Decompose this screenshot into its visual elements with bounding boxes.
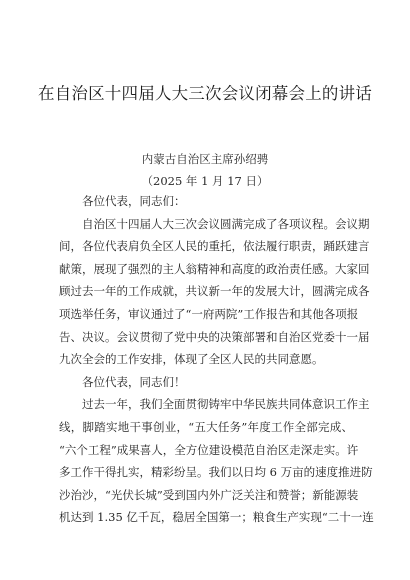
document-body [59,190,374,529]
paragraph-line: 多工作干得扎实，精彩纷呈。我们以日均 6 万亩的速度推进防 [59,465,373,480]
document-title: 在自治区十四届人大三次会议闭幕会上的讲话 [38,84,372,103]
paragraph-line: “六个工程”成果喜人，全方位建设模范自治区走深走实。许 [59,442,359,457]
document-date: （2025 年 1 月 17 日） [141,174,269,188]
paragraph-line: 线，脚踏实地干事创业，“五大任务”年度工作全部完成、 [59,419,353,434]
document-author: 内蒙古自治区主席孙绍骋 [141,152,269,166]
paragraph-line: 项选举任务，审议通过了“一府两院”工作报告和其他各项报 [59,306,359,321]
paragraph-line: 告、决议。会议贯彻了党中央的决策部署和自治区党委十一届 [59,329,370,344]
paragraph-line: 九次全会的工作安排，体现了全区人民的共同意愿。 [59,352,324,367]
paragraph-line: 过去一年，我们全面贯彻铸牢中华民族共同体意识工作主 [82,397,370,412]
paragraph-line: 间，各位代表肩负全区人民的重托，依法履行职责，踊跃建言 [59,239,370,254]
paragraph-line: 机达到 1.35 亿千瓦，稳居全国第一；粮食生产实现“二十一连 [59,510,374,525]
salutation-line: 各位代表，同志们： [82,194,186,208]
paragraph-line: 沙治沙，“光伏长城”受到国内外广泛关注和赞誉；新能源装 [59,487,359,502]
paragraph-line: 献策，展现了强烈的主人翁精神和高度的政治责任感。大家回 [59,261,370,276]
paragraph-line: 自治区十四届人大三次会议圆满完成了各项议程。会议期 [82,216,370,231]
salutation-line: 各位代表，同志们！ [82,374,186,389]
paragraph-line: 顾过去一年的工作成就，共议新一年的发展大计，圆满完成各 [59,284,370,299]
